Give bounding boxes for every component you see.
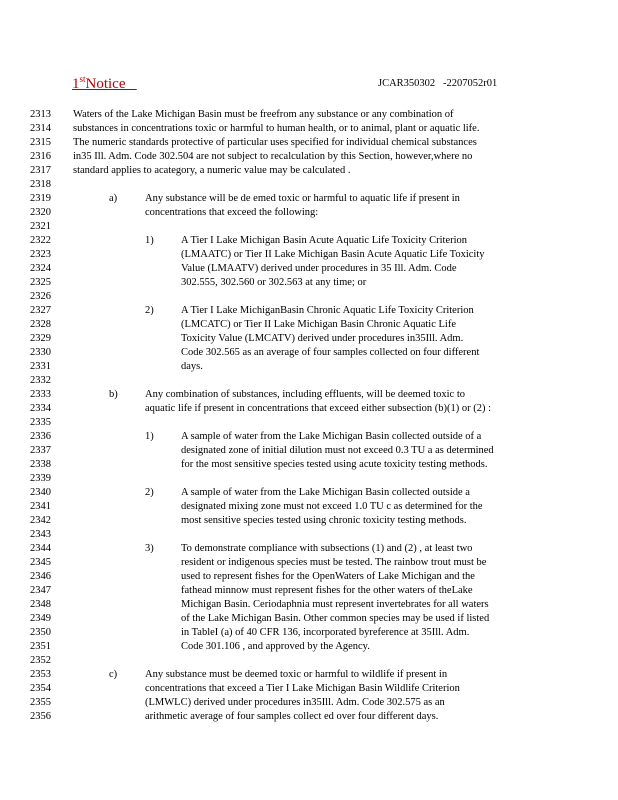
line-number: 2350 [30,627,51,638]
line-number: 2332 [30,375,51,386]
subsection-c-line: (LMWLC) derived under procedures in35Ill. Adm. Code 302.575 as an [145,697,445,708]
item-b3-line: To demonstrate compliance with subsections (1) and (2) , at least two [181,543,473,554]
line-number: 2353 [30,669,51,680]
intro-line: in35 Ill. Adm. Code 302.504 are not subject to recalculation by this Section, however,where no [73,151,473,162]
line-number: 2323 [30,249,51,260]
line-number: 2326 [30,291,51,302]
item-b1-line: for the most sensitive species tested using acute toxicity testing methods. [181,459,488,470]
line-number: 2351 [30,641,51,652]
item-b2-line: designated mixing zone must not exceed 1.0 TU c as determined for the [181,501,483,512]
item-b2-line: most sensitive species tested using chronic toxicity testing methods. [181,515,467,526]
item-b1-line: A sample of water from the Lake Michigan Basin collected outside of a [181,431,482,442]
notice-title: 1stNotice [72,74,126,92]
line-number: 2315 [30,137,51,148]
line-number: 2340 [30,487,51,498]
item-a1-line: Value (LMAATV) derived under procedures in 35 Ill. Adm. Code [181,263,457,274]
line-number: 2335 [30,417,51,428]
item-a2-line: A Tier I Lake MichiganBasin Chronic Aquatic Life Toxicity Criterion [181,305,474,316]
line-number: 2347 [30,585,51,596]
line-number: 2355 [30,697,51,708]
item-b3-line: Code 301.106 , and approved by the Agency. [181,641,370,652]
item-b3-line: Michigan Basin. Ceriodaphnia must represent invertebrates for all waters [181,599,489,610]
subsection-c-line: Any substance must be deemed toxic or harmful to wildlife if present in [145,669,448,680]
line-number: 2334 [30,403,51,414]
item-a1-line: A Tier I Lake Michigan Basin Acute Aquatic Life Toxicity Criterion [181,235,468,246]
item-b1-line: designated zone of initial dilution must not exceed 0.3 TU a as determined [181,445,494,456]
intro-line: substances in concentrations toxic or harmful to human health, or to animal, plant or aquatic life. [73,123,480,134]
subsection-c-line: arithmetic average of four samples collect ed over four different days. [145,711,439,722]
item-a2-line: (LMCATC) or Tier II Lake Michigan Basin Chronic Aquatic Life [181,319,456,330]
line-number: 2341 [30,501,51,512]
line-number: 2331 [30,361,51,372]
subsection-b-line: aquatic life if present in concentrations that exceed either subsection (b)(1) or (2) : [145,403,492,414]
line-number: 2316 [30,151,51,162]
line-number: 2322 [30,235,51,246]
item-b3-line: resident or indigenous species must be tested. The rainbow trout must be [181,557,487,568]
line-number: 2333 [30,389,51,400]
line-number: 2319 [30,193,51,204]
subsection-b-label: b) [109,389,118,400]
line-number: 2354 [30,683,51,694]
line-number: 2327 [30,305,51,316]
intro-line: standard applies to acategory, a numeric value may be calculated . [73,165,351,176]
item-a2-line: Code 302.565 as an average of four samples collected on four different [181,347,480,358]
subsection-a-line: Any substance will be de emed toxic or harmful to aquatic life if present in [145,193,460,204]
line-number: 2349 [30,613,51,624]
line-number: 2314 [30,123,51,134]
line-number: 2329 [30,333,51,344]
subsection-a-line: concentrations that exceed the following: [145,207,319,218]
line-number: 2317 [30,165,51,176]
line-number: 2324 [30,263,51,274]
line-number: 2325 [30,277,51,288]
item-b3-line: fathead minnow must represent fishes for the other waters of theLake [181,585,473,596]
item-a1-label: 1) [145,235,154,246]
line-number: 2337 [30,445,51,456]
item-b2-line: A sample of water from the Lake Michigan Basin collected outside a [181,487,470,498]
item-a2-line: days. [181,361,203,372]
jcar-code: JCAR350302 -2207052r01 [378,78,498,89]
item-b2-label: 2) [145,487,154,498]
item-a1-line: (LMAATC) or Tier II Lake Michigan Basin Acute Aquatic Life Toxicity [181,249,485,260]
intro-line: The numeric standards protective of particular uses specified for individual chemical substances [73,137,477,148]
subsection-c-line: concentrations that exceed a Tier I Lake Michigan Basin Wildlife Criterion [145,683,460,694]
line-number: 2345 [30,557,51,568]
item-b1-label: 1) [145,431,154,442]
item-b3-line: in TableI (a) of 40 CFR 136, incorporated byreference at 35Ill. Adm. [181,627,470,638]
subsection-a-label: a) [109,193,118,204]
item-a2-label: 2) [145,305,154,316]
item-b3-label: 3) [145,543,154,554]
line-number: 2313 [30,109,51,120]
line-number: 2320 [30,207,51,218]
item-a1-line: 302.555, 302.560 or 302.563 at any time; or [181,277,367,288]
intro-line: Waters of the Lake Michigan Basin must be freefrom any substance or any combination of [73,109,454,120]
line-number: 2342 [30,515,51,526]
line-number: 2343 [30,529,51,540]
subsection-c-label: c) [109,669,118,680]
subsection-b-line: Any combination of substances, including effluents, will be deemed toxic to [145,389,465,400]
item-b3-line: of the Lake Michigan Basin. Other common species may be used if listed [181,613,490,624]
line-number: 2344 [30,543,51,554]
line-number: 2318 [30,179,51,190]
line-number: 2321 [30,221,51,232]
line-number: 2330 [30,347,51,358]
item-b3-line: used to represent fishes for the OpenWaters of Lake Michigan and the [181,571,475,582]
line-number: 2339 [30,473,51,484]
line-number: 2348 [30,599,51,610]
line-number: 2338 [30,459,51,470]
item-a2-line: Toxicity Value (LMCATV) derived under procedures in35Ill. Adm. [181,333,464,344]
line-number: 2328 [30,319,51,330]
line-number: 2346 [30,571,51,582]
line-number: 2352 [30,655,51,666]
line-number: 2336 [30,431,51,442]
line-number: 2356 [30,711,51,722]
